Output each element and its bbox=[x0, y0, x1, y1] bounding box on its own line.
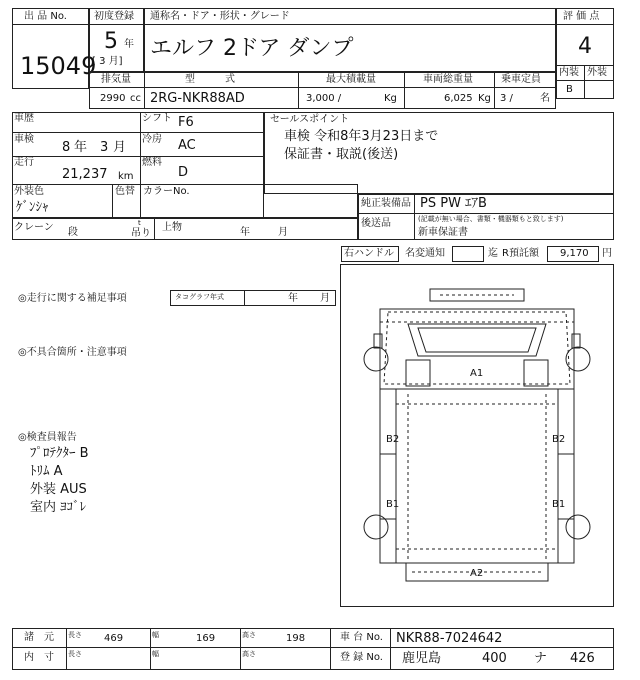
after-delivery-label: 後送品 bbox=[361, 218, 391, 229]
model-label: 型 式 bbox=[185, 74, 235, 85]
wheel-front-left bbox=[364, 347, 388, 371]
crane-month-unit: 月 bbox=[278, 227, 288, 238]
registration-kana: ナ bbox=[534, 651, 548, 666]
inspection-year-unit: 年 bbox=[74, 140, 88, 155]
height-value: 198 bbox=[286, 633, 306, 644]
chassis-label: 車 台 No. bbox=[340, 632, 383, 643]
recycle-unit: 円 bbox=[602, 248, 612, 259]
vehicle-name-label: 通称名・ドア・形状・グレード bbox=[150, 11, 290, 22]
registration-label: 登 録 No. bbox=[340, 652, 383, 663]
crane-year-unit: 年 bbox=[240, 227, 250, 238]
inspector-line-2: ﾄﾘﾑ A bbox=[30, 464, 63, 479]
damage-label-b1-right: B1 bbox=[552, 499, 566, 510]
damage-label-b2-right: B2 bbox=[552, 434, 566, 445]
inner-length-label: 長さ bbox=[68, 650, 82, 658]
color-change-label: 色替 bbox=[115, 186, 135, 197]
sales-point-label: セールスポイント bbox=[270, 114, 350, 125]
damage-label-b2-left: B2 bbox=[386, 434, 400, 445]
shift-label: シフト bbox=[142, 113, 172, 124]
capacity: 3 / bbox=[500, 93, 513, 104]
interior-grade: B bbox=[566, 84, 573, 95]
damage-label-b1-left: B1 bbox=[386, 499, 400, 510]
inspection-year: 8 bbox=[62, 140, 71, 155]
truck-diagram bbox=[340, 264, 614, 607]
max-load-unit: Kg bbox=[384, 93, 397, 104]
inner-width-label: 幅 bbox=[152, 650, 159, 658]
mileage-unit: km bbox=[118, 171, 134, 182]
gross-weight-unit: Kg bbox=[478, 93, 491, 104]
exterior-color: ｹﾞﾝｼｬ bbox=[16, 200, 49, 215]
ac-label: 冷房 bbox=[142, 134, 162, 145]
displacement-unit: cc bbox=[130, 93, 141, 104]
crane-lift-label: 上物 bbox=[162, 222, 182, 233]
length-label: 長さ bbox=[68, 631, 82, 639]
displacement-label: 排気量 bbox=[101, 74, 131, 85]
door-right bbox=[524, 360, 548, 386]
width-label: 幅 bbox=[152, 631, 159, 639]
gross-weight: 6,025 bbox=[444, 93, 473, 104]
equipment-label: 純正装備品 bbox=[361, 198, 411, 209]
shift: F6 bbox=[178, 115, 194, 130]
recycle-amount: 9,170 bbox=[560, 248, 589, 259]
model-code: 2RG-NKR88AD bbox=[150, 91, 245, 106]
exterior-grade-label: 外装 bbox=[587, 67, 607, 78]
gross-weight-label: 車両総重量 bbox=[423, 74, 473, 85]
inspector-report-label: ◎検査員報告 bbox=[18, 432, 77, 443]
length-value: 469 bbox=[104, 633, 124, 644]
mileage: 21,237 bbox=[62, 167, 108, 182]
steering: 右ハンドル bbox=[344, 248, 394, 259]
damage-label-a1: A1 bbox=[470, 368, 484, 379]
registration-number: 426 bbox=[570, 651, 595, 666]
cargo-bed bbox=[396, 389, 558, 563]
equipment: PS PW ｴｱB bbox=[420, 196, 487, 211]
crane-stage-unit: 段 bbox=[68, 227, 78, 238]
damage-label-a2: A2 bbox=[470, 568, 484, 579]
after-delivery-item: 新車保証書 bbox=[418, 227, 468, 238]
registration-class: 400 bbox=[482, 651, 507, 666]
inspection-label: 車検 bbox=[14, 134, 34, 145]
road-label: 迄 bbox=[488, 248, 498, 259]
door-left bbox=[406, 360, 430, 386]
registration-year-unit: 年 bbox=[124, 39, 134, 50]
tachograph-month-unit: 月 bbox=[320, 293, 330, 304]
registration-month: [ 3 月] bbox=[92, 56, 123, 67]
width-value: 169 bbox=[196, 633, 216, 644]
inspector-line-3: 外装 AUS bbox=[30, 482, 87, 497]
crane-hoist-unit: 吊り bbox=[131, 228, 151, 239]
registration-year: 5 bbox=[104, 29, 118, 54]
crane-ton-unit: t bbox=[138, 219, 141, 227]
after-delivery-note: (記載が無い場合、書類・機器類もと致します) bbox=[418, 215, 564, 223]
name-change-label: 名変通知 bbox=[405, 248, 445, 259]
displacement: 2990 bbox=[100, 93, 126, 104]
recycle-label: R預託額 bbox=[502, 248, 539, 259]
fuel: D bbox=[178, 165, 189, 180]
windshield bbox=[408, 324, 546, 356]
lot-number: 15049 bbox=[20, 52, 97, 80]
history-label: 車歴 bbox=[14, 113, 34, 124]
inspection-month-unit: 月 bbox=[113, 140, 127, 155]
max-load: 3,000 / bbox=[306, 93, 342, 104]
score: 4 bbox=[578, 34, 592, 59]
exterior-color-label: 外装色 bbox=[14, 186, 44, 197]
sales-point-line1: 車検 令和8年3月23日まで bbox=[284, 129, 439, 144]
defects-label: ◎不具合箇所・注意事項 bbox=[18, 347, 127, 358]
registration-region: 鹿児島 bbox=[402, 651, 442, 666]
lot-number-label: 出 品 No. bbox=[24, 11, 67, 22]
chassis-number: NKR88-7024642 bbox=[396, 631, 503, 646]
ac: AC bbox=[178, 138, 196, 153]
vehicle-name: エルフ 2ドア ダンプ bbox=[150, 36, 354, 61]
color-code-label: カラーNo. bbox=[143, 186, 190, 197]
name-change-box bbox=[452, 246, 484, 262]
crane-row bbox=[12, 218, 358, 240]
inspector-line-4: 室内 ﾖｺﾞﾚ bbox=[30, 500, 87, 515]
capacity-label: 乗車定員 bbox=[501, 74, 541, 85]
wheel-front-right bbox=[566, 347, 590, 371]
tachograph-label: タコグラフ年式 bbox=[175, 293, 224, 301]
wheel-rear-right bbox=[566, 515, 590, 539]
tachograph-year-unit: 年 bbox=[288, 293, 298, 304]
inner-height-label: 高さ bbox=[242, 650, 256, 658]
sales-point-line2: 保証書・取説(後送) bbox=[284, 147, 399, 162]
max-load-label: 最大積載量 bbox=[326, 74, 376, 85]
mileage-label: 走行 bbox=[14, 157, 34, 168]
driving-notes-label: ◎走行に関する補足事項 bbox=[18, 293, 127, 304]
score-label: 評 価 点 bbox=[563, 11, 600, 22]
footer-table bbox=[12, 628, 614, 670]
inspector-line-1: ﾌﾟﾛﾃｸﾀｰ B bbox=[30, 446, 89, 461]
interior-grade-label: 内装 bbox=[559, 67, 579, 78]
first-registration-label: 初度登録 bbox=[94, 11, 134, 22]
inner-dims-label: 内 寸 bbox=[24, 652, 54, 663]
specs-label: 諸 元 bbox=[24, 632, 54, 643]
inspection-month: 3 bbox=[100, 140, 109, 155]
wheel-rear-left bbox=[364, 515, 388, 539]
crane-label: クレーン bbox=[14, 222, 54, 233]
capacity-unit: 名 bbox=[540, 93, 550, 104]
fuel-label: 燃料 bbox=[142, 157, 162, 168]
height-label: 高さ bbox=[242, 631, 256, 639]
